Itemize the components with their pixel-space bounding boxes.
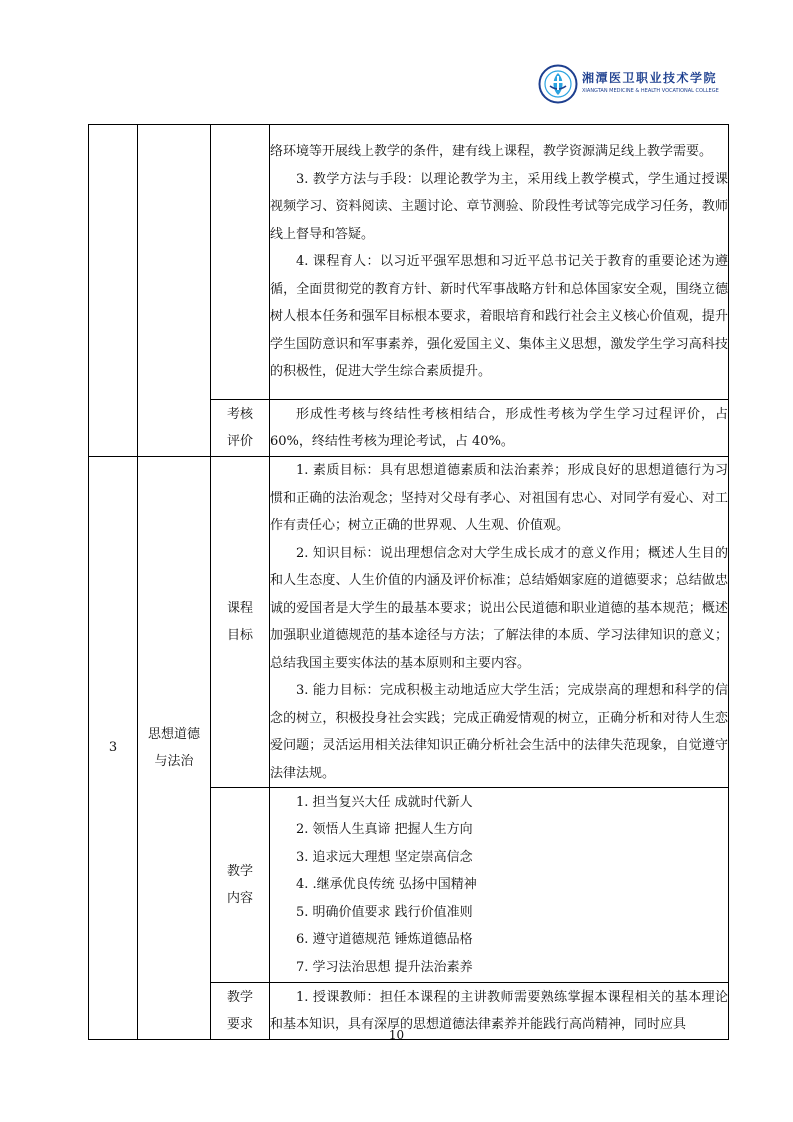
course-number-cell: [89, 125, 138, 457]
table-row: [89, 457, 729, 788]
paragraph: 络环境等开展线上教学的条件，建有线上课程，教学资源满足线上教学需要。: [270, 144, 713, 160]
school-emblem-icon: [538, 64, 578, 104]
list-item: 7. 学习法治思想 提升法治素养: [296, 959, 473, 975]
course-name: 思想道德 与法治: [138, 457, 211, 1040]
objectives-text: [270, 457, 729, 788]
list-item: 1. 担当复兴大任 成就时代新人: [296, 794, 473, 810]
list-item: 4. .继承优良传统 弘扬中国精神: [296, 877, 477, 893]
school-name-cn: 湘潭医卫职业技术学院: [582, 71, 718, 85]
paragraph: 4. 课程育人：以习近平强军思想和习近平总书记关于教育的重要论述为遵循，全面贯彻党的教育方针、新时代军事战略方针和总体国家安全观，围绕立德树人根本任务和强军目标根本要求，着眼培育和践行社会主义核心价值观，提升学生国防意识和军事素养，强化爱国主义、集体主义思想，激发学生学习高科技的积极性，促进大学生综合素质提升。: [270, 254, 728, 380]
list-item: 2. 领悟人生真谛 把握人生方向: [296, 822, 473, 838]
school-name-en: XIANGTAN MEDICINE & HEALTH VOCATIONAL COLLEGE: [582, 88, 719, 94]
paragraph: 1. 素质目标：具有思想道德素质和法治素养；形成良好的思想道德行为习惯和正确的法治观念；坚持对父母有孝心、对祖国有忠心、对同学有爱心、对工作有责任心；树立正确的世界观、人生观、价值观。: [270, 463, 728, 533]
list-item: 6. 遵守道德规范 锤炼道德品格: [296, 932, 473, 948]
course-name-cell: [138, 125, 211, 457]
teaching-requirements-tail: [270, 125, 729, 400]
requirements-label: 教学 要求: [211, 983, 270, 1040]
list-item: 5. 明确价值要求 践行价值准则: [296, 904, 473, 920]
table-row: [89, 125, 729, 400]
list-item: 3. 追求远大理想 坚定崇高信念: [296, 849, 473, 865]
paragraph: 2. 知识目标：说出理想信念对大学生成长成才的意义作用；概述人生目的和人生态度、人生价值的内涵及评价标准；总结婚姻家庭的道德要求；总结做忠诚的爱国者是大学生的最基本要求；说出公民道德和职业道德的基本规范；概述加强职业道德规范的基本途径与方法；了解法律的本质、学习法律知识的意义；总结我国主要实体法的基本原则和主要内容。: [270, 545, 728, 671]
page-number: 10: [388, 1028, 405, 1042]
item-label-cell: [211, 125, 270, 400]
objectives-label: 课程 目标: [211, 457, 270, 788]
assessment-text: [270, 400, 729, 457]
contents-list: [270, 788, 729, 983]
paragraph: 1. 授课教师：担任本课程的主讲教师需要熟练掌握本课程相关的基本理论和基本知识，具有深厚的思想道德法律素养并能践行高尚精神，同时应具: [270, 989, 728, 1032]
school-logo: [538, 64, 728, 112]
paragraph: 形成性考核与终结性考核相结合，形成性考核为学生学习过程评价，占60%，终结性考核为理论考试，占 40%。: [270, 406, 728, 449]
contents-label: 教学 内容: [211, 788, 270, 983]
paragraph: 3. 教学方法与手段：以理论教学为主，采用线上教学模式，学生通过授课视频学习、资料阅读、主题讨论、章节测验、阶段性考试等完成学习任务，教师线上督导和答疑。: [270, 171, 728, 242]
curriculum-table: [88, 124, 729, 1040]
paragraph: 3. 能力目标：完成积极主动地适应大学生活；完成崇高的理想和科学的信念的树立，积极投身社会实践；完成正确爱情观的树立，正确分析和对待人生恋爱问题；灵活运用相关法律知识正确分析社会生活中的法律失范现象，自觉遵守法律法规。: [270, 683, 728, 781]
course-number: 3: [89, 457, 138, 1040]
assessment-label: 考核 评价: [211, 400, 270, 457]
